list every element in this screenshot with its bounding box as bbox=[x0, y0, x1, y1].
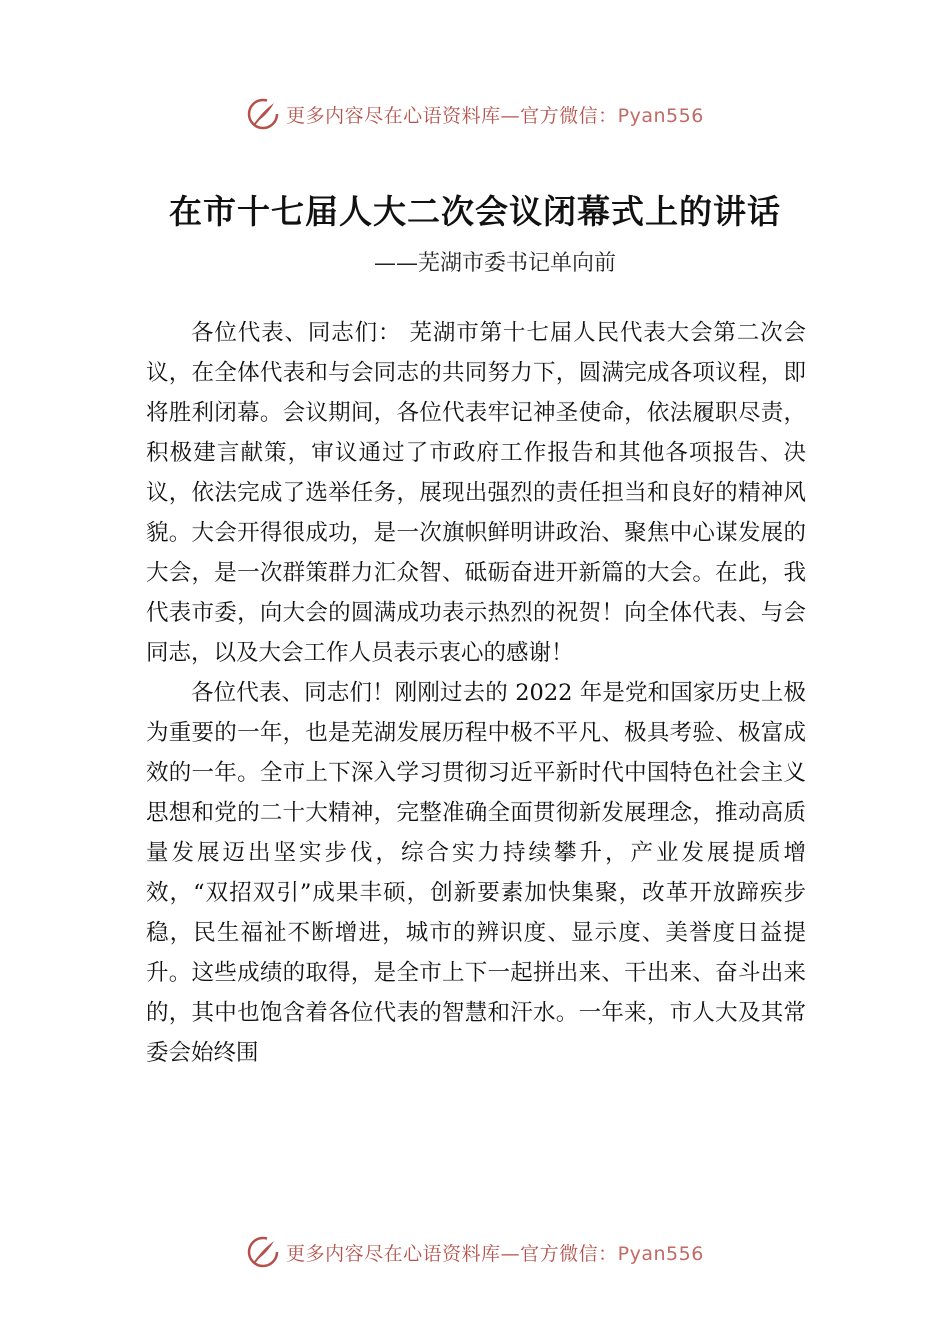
document-body bbox=[146, 313, 806, 1073]
banner-main-text: 更多内容尽在心语资料库—官方微信： bbox=[286, 104, 618, 127]
wechat-id: Pyan556 bbox=[617, 104, 704, 127]
quill-seal-icon bbox=[246, 97, 280, 131]
paragraph: 各位代表、同志们！刚刚过去的 2022 年是党和国家历史上极为重要的一年，也是芜湖发展历程中极不平凡、极具考验、极富成效的一年。全市上下深入学习贯彻习近平新时代中国特色社会主义思想和党的二十大精神，完整准确全面贯彻新发展理念，推动高质量发展迈出坚实步伐，综合实力持续攀升，产业发展提质增效，“双招双引”成果丰硕，创新要素加快集聚，改革开放蹄疾步稳，民生福祉不断增进，城市的辨识度、显示度、美誉度日益提升。这些成绩的取得，是全市上下一起拼出来、干出来、奋斗出来的，其中也饱含着各位代表的智慧和汗水。一年来，市人大及其常委会始终围 bbox=[146, 680, 806, 1066]
banner-text bbox=[286, 101, 704, 128]
banner-main-text: 更多内容尽在心语资料库—官方微信： bbox=[286, 1242, 618, 1265]
document-subtitle: ——芜湖市委书记单向前 bbox=[373, 251, 616, 276]
paragraph: 各位代表、同志们： 芜湖市第十七届人民代表大会第二次会议，在全体代表和与会同志的共同努力下，圆满完成各项议程，即将胜利闭幕。会议期间，各位代表牢记神圣使命，依法履职尽责，积极建言献策，审议通过了市政府工作报告和其他各项报告、决议，依法完成了选举任务，展现出强烈的责任担当和良好的精神风貌。大会开得很成功，是一次旗帜鲜明讲政治、聚焦中心谋发展的大会，是一次群策群力汇众智、砥砺奋进开新篇的大会。在此，我代表市委，向大会的圆满成功表示热烈的祝贺！向全体代表、与会同志，以及大会工作人员表示衷心的感谢！ bbox=[146, 320, 806, 666]
wechat-id: Pyan556 bbox=[617, 1242, 704, 1265]
document-title: 在市十七届人大二次会议闭幕式上的讲话 bbox=[169, 192, 781, 231]
quill-seal-icon bbox=[246, 1235, 280, 1269]
footer-banner bbox=[0, 1232, 950, 1272]
banner-text bbox=[286, 1239, 704, 1266]
header-banner bbox=[0, 94, 950, 134]
